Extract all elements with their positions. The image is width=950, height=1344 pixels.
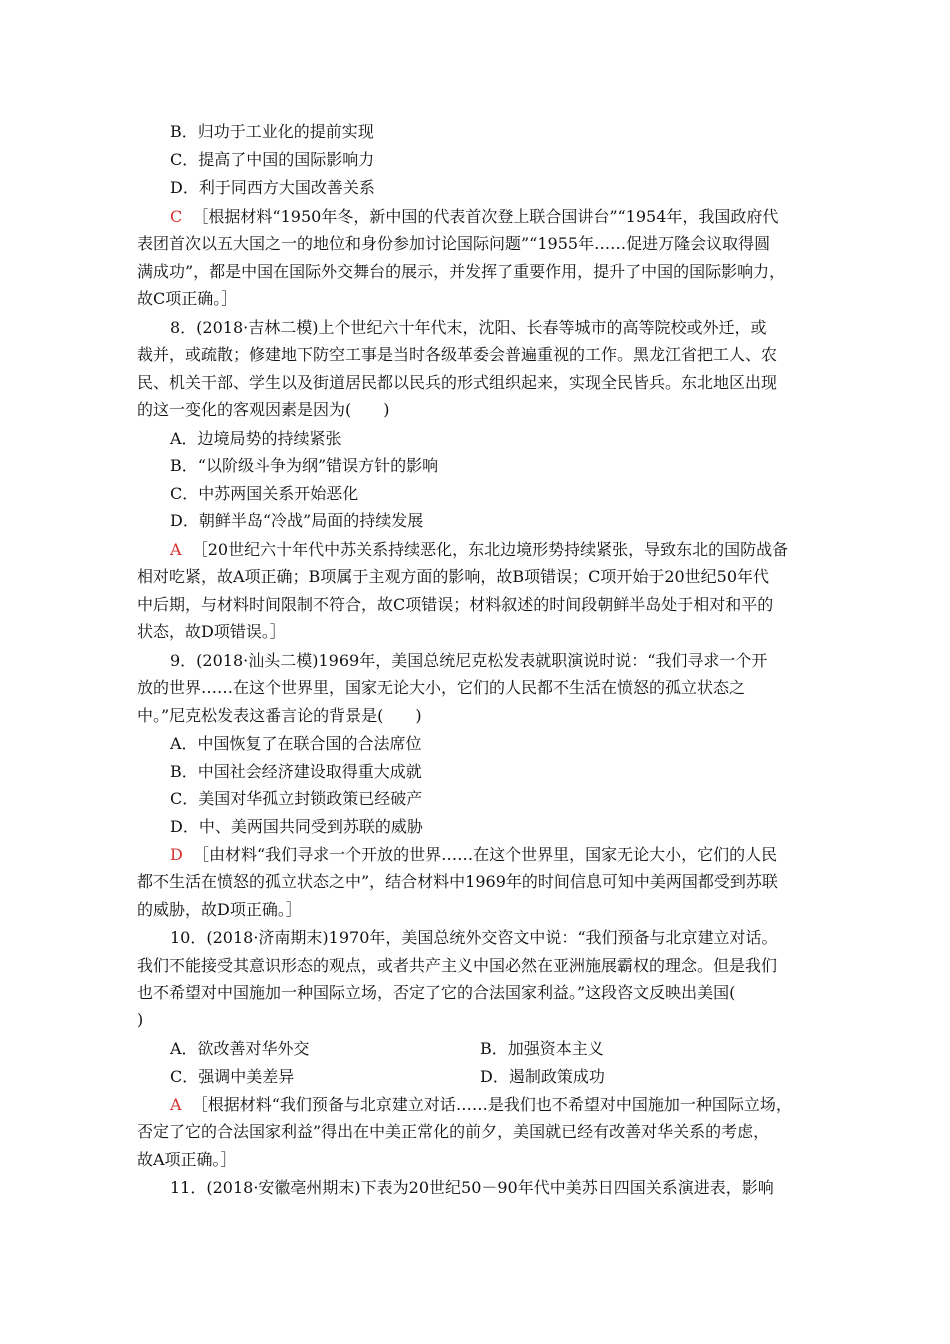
q10-explanation-line: 否定了它的合法国家利益”得出在中美正常化的前夕，美国就已经有改善对华关系的考虑， xyxy=(137,1122,770,1141)
q8-stem-line: 裁并，或疏散；修建地下防空工事是当时各级革委会普遍重视的工作。黑龙江省把工人、农 xyxy=(137,345,778,364)
q9-option-d: D．中、美两国共同受到苏联的威胁 xyxy=(170,817,423,836)
q8-option-d: D．朝鲜半岛“冷战”局面的持续发展 xyxy=(170,511,424,530)
q9-explanation-text: ［由材料“我们寻求一个开放的世界……在这个世界里，国家无论大小，它们的人民 xyxy=(193,845,778,864)
q7-option-c: C．提高了中国的国际影响力 xyxy=(170,150,375,169)
q10-option-a: A．欲改善对华外交 xyxy=(170,1039,310,1058)
q8-explanation-line: 中后期，与材料时间限制不符合，故C项错误；材料叙述的时间段朝鲜半岛处于相对和平的 xyxy=(137,595,774,614)
q9-explanation-line: 的威胁，故D项正确。］ xyxy=(137,900,302,919)
q9-option-b: B．中国社会经济建设取得重大成就 xyxy=(170,762,422,781)
q10-stem-line: 也不希望对中国施加一种国际立场，否定了它的合法国家利益。”这段咨文反映出美国( xyxy=(137,983,736,1002)
q7-explanation-line: 表团首次以五大国之一的地位和身份参加讨论国际问题”“1955年……促进万隆会议取得圆 xyxy=(137,234,771,253)
q8-option-b: B．“以阶级斗争为纲”错误方针的影响 xyxy=(170,456,439,475)
q8-option-a: A．边境局势的持续紧张 xyxy=(170,429,342,448)
q9-stem-line: 中。”尼克松发表这番言论的背景是( ) xyxy=(137,706,422,725)
q8-explanation-line: 状态，故D项错误。］ xyxy=(137,622,286,641)
q7-explanation-line: 故C项正确。］ xyxy=(137,289,238,308)
q8-explanation-text: ［20世纪六十年代中苏关系持续恶化，东北边境形势持续紧张，导致东北的国防战备 xyxy=(191,540,789,559)
q10-explanation-text: ［根据材料“我们预备与北京建立对话……是我们也不希望对中国施加一种国际立场， xyxy=(191,1095,792,1114)
q7-option-b: B．归功于工业化的提前实现 xyxy=(170,122,374,141)
q11-stem-line: 11．(2018·安徽亳州期末)下表为20世纪50－90年代中美苏日四国关系演进表，影响 xyxy=(170,1178,774,1197)
q8-explanation-line: 相对吃紧，故A项正确；B项属于主观方面的影响，故B项错误；C项开始于20世纪50年代 xyxy=(137,567,770,586)
q10-explanation-line xyxy=(170,1095,792,1115)
q9-option-c: C．美国对华孤立封锁政策已经破产 xyxy=(170,789,423,808)
q10-option-c: C．强调中美差异 xyxy=(170,1067,295,1086)
q10-stem-line: ) xyxy=(137,1010,144,1029)
q10-stem-line: 10．(2018·济南期末)1970年，美国总统外交咨文中说：“我们预备与北京建立对话。 xyxy=(170,928,778,947)
q8-answer: A xyxy=(170,540,182,559)
q9-option-a: A．中国恢复了在联合国的合法席位 xyxy=(170,734,422,753)
q8-stem-line: 民、机关干部、学生以及街道居民都以民兵的形式组织起来，实现全民皆兵。东北地区出现 xyxy=(137,373,778,392)
q9-stem-line: 9．(2018·汕头二模)1969年，美国总统尼克松发表就职演说时说：“我们寻求一个开 xyxy=(170,651,768,670)
q9-explanation-line: 都不生活在愤怒的孤立状态之中”，结合材料中1969年的时间信息可知中美两国都受到苏联 xyxy=(137,872,778,891)
q7-explanation-line: 满成功”，都是中国在国际外交舞台的展示，并发挥了重要作用，提升了中国的国际影响力， xyxy=(137,262,786,281)
q7-option-d: D．利于同西方大国改善关系 xyxy=(170,178,375,197)
q10-stem-line: 我们不能接受其意识形态的观点，或者共产主义中国必然在亚洲施展霸权的理念。但是我们 xyxy=(137,956,778,975)
q9-explanation-line xyxy=(170,845,777,865)
q7-answer: C xyxy=(170,207,183,226)
q9-stem-line: 放的世界……在这个世界里，国家无论大小，它们的人民都不生活在愤怒的孤立状态之 xyxy=(137,678,746,697)
q10-option-b: B．加强资本主义 xyxy=(480,1039,604,1058)
q7-explanation-line xyxy=(170,207,778,227)
q8-stem-line: 的这一变化的客观因素是因为( ) xyxy=(137,400,390,419)
q10-option-d: D．遏制政策成功 xyxy=(480,1067,605,1086)
q7-explanation-text: ［根据材料“1950年冬，新中国的代表首次登上联合国讲台”“1954年，我国政府代 xyxy=(192,207,779,226)
q10-explanation-line: 故A项正确。］ xyxy=(137,1150,237,1169)
q8-explanation-line xyxy=(170,540,788,560)
q10-answer: A xyxy=(170,1095,182,1114)
q8-stem-line: 8．(2018·吉林二模)上个世纪六十年代末，沈阳、长春等城市的高等院校或外迁，或 xyxy=(170,318,767,337)
q9-answer: D xyxy=(170,845,183,864)
q8-option-c: C．中苏两国关系开始恶化 xyxy=(170,484,359,503)
